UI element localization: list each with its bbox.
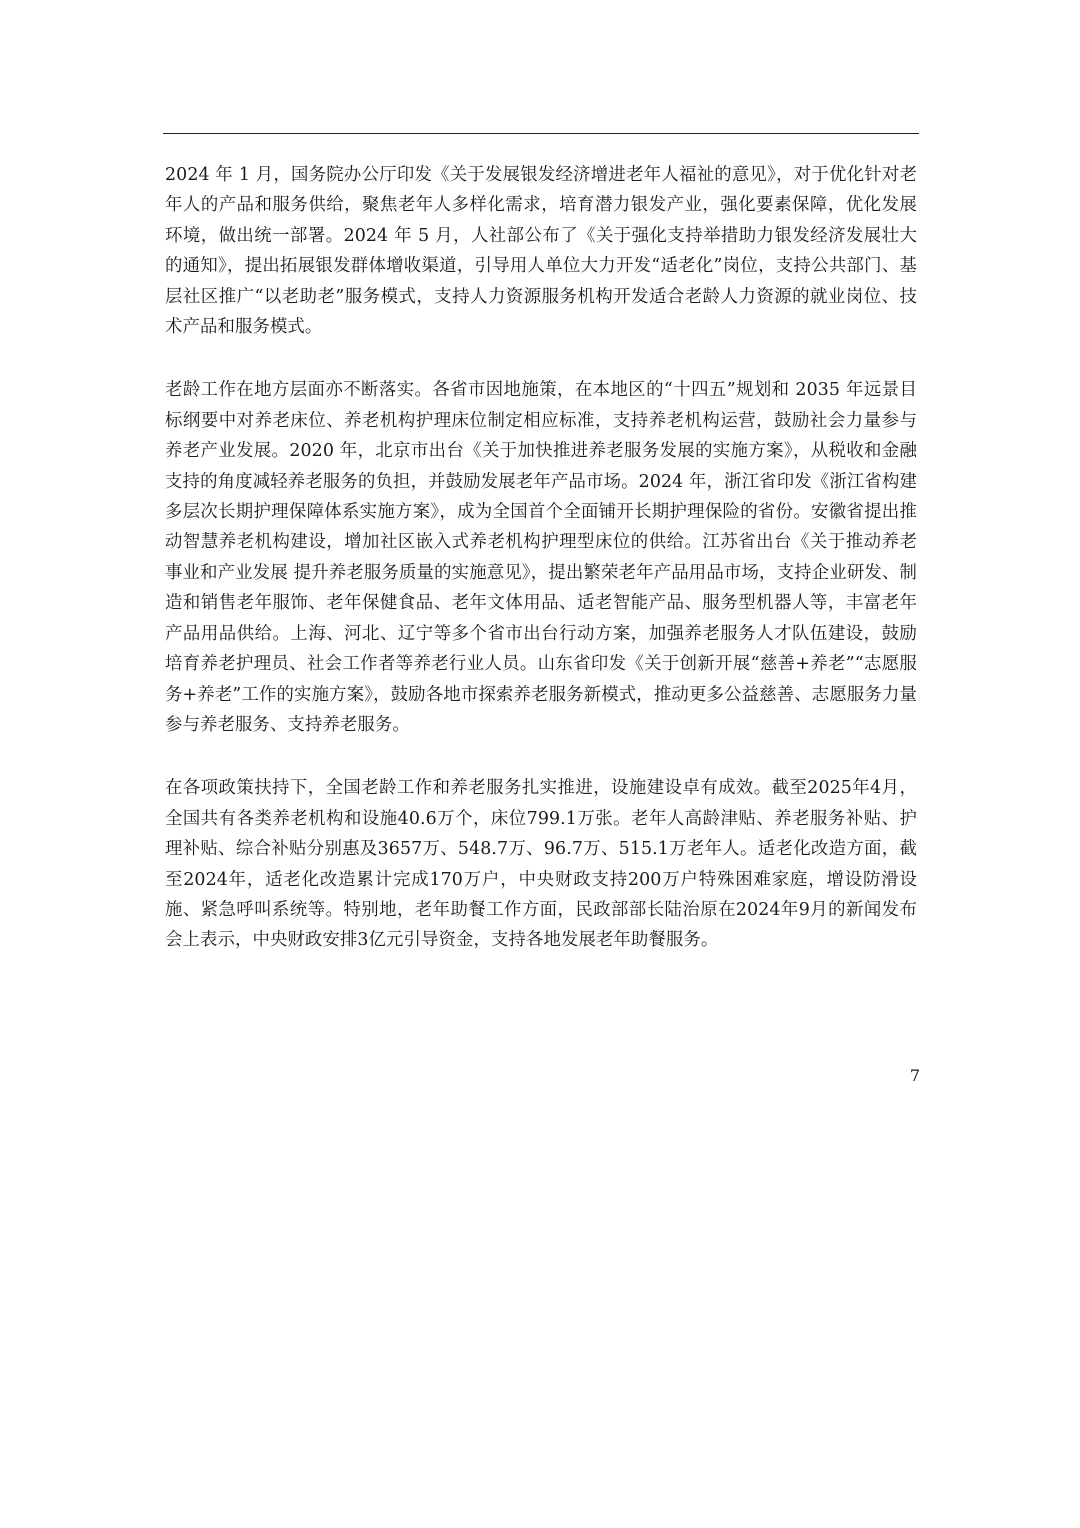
document-body [165,160,917,989]
paragraph-results: 在各项政策扶持下，全国老龄工作和养老服务扎实推进，设施建设卓有成效。截至2025年4月，全国共有各类养老机构和设施40.6万个，床位799.1万张。老年人高龄津贴、养老服务补贴、护理补贴、综合补贴分别惠及3657万、548.7万、96.7万、515.1万老年人。适老化改造方面，截至2024年，适老化改造累计完成170万户，中央财政支持200万户特殊困难家庭，增设防滑设施、紧急呼叫系统等。特别地，老年助餐工作方面，民政部部长陆治原在2024年9月的新闻发布会上表示，中央财政安排3亿元引导资金，支持各地发展老年助餐服务。 [165,778,917,951]
header-rule [163,133,919,134]
page-number: 7 [909,1066,920,1085]
paragraph-national-policy: 2024 年 1 月，国务院办公厅印发《关于发展银发经济增进老年人福祉的意见》，对于优化针对老年人的产品和服务供给，聚焦老年人多样化需求，培育潜力银发产业，强化要素保障，优化发展环境，做出统一部署。2024 年 5 月，人社部公布了《关于强化支持举措助力银发经济发展壮大的通知》，提出拓展银发群体增收渠道，引导用人单位大力开发“适老化”岗位，支持公共部门、基层社区推广“以老助老”服务模式，支持人力资源服务机构开发适合老龄人力资源的就业岗位、技术产品和服务模式。 [165,165,917,338]
paragraph-local-policy: 老龄工作在地方层面亦不断落实。各省市因地施策，在本地区的“十四五”规划和 2035 年远景目标纲要中对养老床位、养老机构护理床位制定相应标准，支持养老机构运营，鼓励社会力量参与养老产业发展。2020 年，北京市出台《关于加快推进养老服务发展的实施方案》，从税收和金融支持的角度减轻养老服务的负担，并鼓励发展老年产品市场。2024 年，浙江省印发《浙江省构建多层次长期护理保障体系实施方案》，成为全国首个全面铺开长期护理保险的省份。安徽省提出推动智慧养老机构建设，增加社区嵌入式养老机构护理型床位的供给。江苏省出台《关于推动养老事业和产业发展 提升养老服务质量的实施意见》，提出繁荣老年产品用品市场，支持企业研发、制造和销售老年服饰、老年保健食品、老年文体用品、适老智能产品、服务型机器人等，丰富老年产品用品供给。上海、河北、辽宁等多个省市出台行动方案，加强养老服务人才队伍建设，鼓励培育养老护理员、社会工作者等养老行业人员。山东省印发《关于创新开展“慈善+养老”“志愿服务+养老”工作的实施方案》，鼓励各地市探索养老服务新模式，推动更多公益慈善、志愿服务力量参与养老服务、支持养老服务。 [165,380,917,735]
